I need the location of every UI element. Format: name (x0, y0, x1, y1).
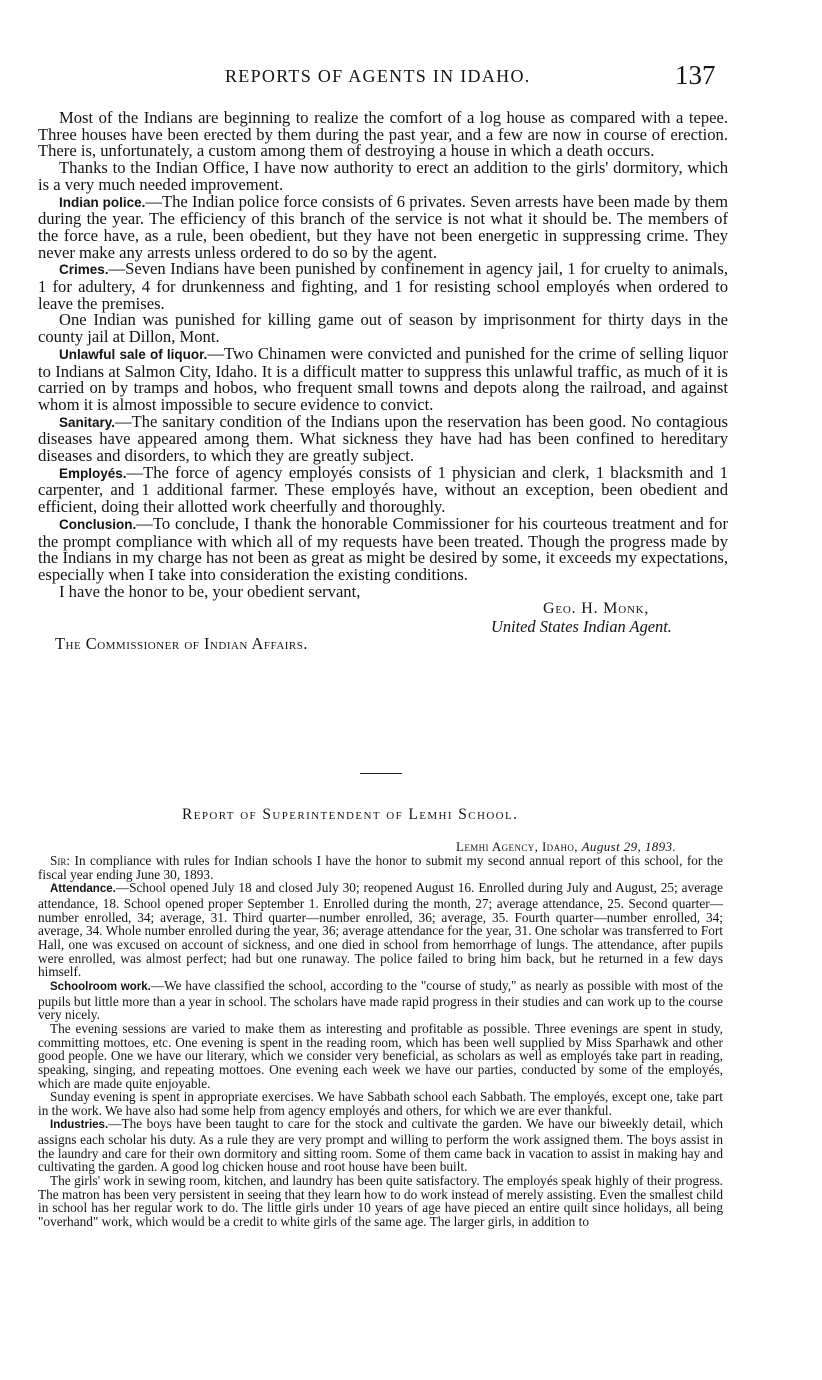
signature-block (38, 600, 728, 652)
heading-schoolroom: Schoolroom work. (50, 980, 151, 993)
signature-title: United States Indian Agent. (491, 617, 672, 637)
closing-line: I have the honor to be, your obedient servant, (59, 581, 361, 601)
text-attendance: —School opened July 18 and closed July 30; reopened August 16. Enrolled during July and August, 25; average attendance, 18. School opened proper September 1. Enrolled during the month, 27; average attendance, 25. Second quarter—number enrolled, 34; average, 31. Third quarter—number enrolled, 36; average, 35. Fourth quarter—number enrolled, 34; average, 34. Whole number enrolled during the year, 36; average attendance for the year, 31. One scholar was transferred to Fort Hall, one was excused on account of sickness, and one died in school from hemorrhage of lungs. The attendance, after pupils were enrolled, was almost perfect; had but one runaway. The police failed to bring him back, but he returned in a few days himself. (38, 880, 723, 980)
heading-industries: Industries. (50, 1119, 109, 1132)
paragraph-game: One Indian was punished for killing game out of season by imprisonment for thirty days in the county jail at Dillon, Mont. (38, 310, 728, 347)
paragraph-schoolroom (38, 979, 723, 1022)
heading-liquor: Unlawful sale of liquor. (59, 346, 208, 362)
text-sir: In compliance with rules for Indian schools I have the honor to submit my second annual report of this school, for the fiscal year ending June 30, 1893. (38, 853, 723, 882)
dateline-place: Lemhi Agency, Idaho, (456, 839, 578, 854)
text-schoolroom: —We have classified the school, according to the "course of study," as nearly as possible with most of the pupils but little more than a year in school. The scholars have made rapid progress in their studies and can work up to the course very nicely. (38, 977, 723, 1023)
paragraph-evening: The evening sessions are varied to make them as interesting and profitable as possible. Three evenings are spent in study, committing mottoes, etc. One evening is spent in the reading room, which has been well supplied by Miss Sparhawk and other good people. One we have our literary, which we consider very beneficial, as scholars as well as employés take part in reading, speaking, singing, and repeating mottoes. One evening each week we have our parties, conducted by some of the employés, which are made quite enjoyable. (38, 1020, 723, 1091)
paragraph-conclusion (38, 513, 728, 584)
paragraph-sunday: Sunday evening is spent in appropriate exercises. We have Sabbath school each Sabbath. The employés, except one, take part in the work. We have also had some help from agency employés and others, for which we are ever thankful. (38, 1089, 723, 1118)
text-crimes: —Seven Indians have been punished by confinement in agency jail, 1 for cruelty to animals, 1 for adultery, 4 for drunkenness and fighting, and 1 for resisting school employés when ordered to leave the premises. (38, 259, 728, 313)
text-conclusion: —To conclude, I thank the honorable Commissioner for his courteous treatment and for the prompt compliance with which all of my requests have been treated. Though the progress made by the Indians in my charge has not been as great as might be desired by some, it exceeds my expectations, especially when I take into consideration the existing conditions. (38, 513, 728, 584)
paragraph-employes (38, 462, 728, 517)
paragraph-police (38, 191, 728, 262)
text-industries: —The boys have been taught to care for the stock and cultivate the garden. We have our biweekly detail, which assigns each scholar his duty. As a rule they are very prompt and willing to perform the work assigned them. The boys assist in the laundry and care for their own dormitory and sitting room. Some of them came back in vacation to assist in making hay and cultivating the garden. A good log chicken house and root house have been built. (38, 1116, 723, 1175)
salutation: Sir: (50, 853, 71, 868)
dateline-date: August 29, 1893. (581, 839, 677, 854)
paragraph-liquor (38, 343, 728, 414)
school-report (38, 854, 723, 1229)
paragraph-attendance (38, 881, 723, 979)
addressee: The Commissioner of Indian Affairs. (55, 634, 308, 654)
heading-employes: Employés. (59, 465, 127, 481)
page-number: 137 (675, 60, 716, 90)
section-divider (360, 773, 402, 774)
heading-attendance: Attendance. (50, 883, 116, 896)
text-employes: —The force of agency employés consists of 1 physician and clerk, 1 blacksmith and 1 carpenter, and 1 additional farmer. These employés have, without an exception, been obedient and efficient, doing their allotted work cheerfully and thoroughly. (38, 462, 728, 517)
text-police: —The Indian police force consists of 6 privates. Seven arrests have been made by them during the year. The efficiency of this branch of the service is not what it should be. The members of the force have, as a rule, been obedient, but they have not been energetic in suppressing crime. They never make any arrests unless ordered to do so by the agent. (38, 191, 728, 262)
heading-sanitary: Sanitary. (59, 414, 116, 430)
school-report-title: Report of Superintendent of Lemhi School. (182, 806, 519, 823)
heading-crimes: Crimes. (59, 262, 109, 278)
paragraph-industries (38, 1117, 723, 1174)
signature-name: Geo. H. Monk, (543, 600, 650, 618)
paragraph-dormitory: Thanks to the Indian Office, I have now authority to erect an addition to the girls' dormitory, which is a very much needed improvement. (38, 158, 728, 194)
paragraph-log-houses: Most of the Indians are beginning to realize the comfort of a log house as compared with a tepee. Three houses have been erected by them during the past year, and a few are now in course of erection. There is, unfortunately, a custom among them of destroying a house in which a death occurs. (38, 108, 728, 161)
agent-report (38, 110, 728, 652)
heading-police: Indian police. (59, 194, 146, 210)
heading-conclusion: Conclusion. (59, 516, 137, 532)
paragraph-crimes (38, 261, 728, 312)
text-liquor: —Two Chinamen were convicted and punished for the crime of selling liquor to Indians at Salmon City, Idaho. It is a difficult matter to suppress this unlawful traffic, as much of it is carried on by tramps and hobos, who frequent small towns and depots along the railroad, and against whom it is almost impossible to secure evidence to convict. (38, 343, 728, 414)
paragraph-girls: The girls' work in sewing room, kitchen, and laundry has been quite satisfactory. The employés speak highly of their progress. The matron has been very persistent in seeing that they learn how to do work instead of merely assisting. Even the smallest child in school has her regular work to do. The little girls under 10 years of age have pieced an entire quilt since holidays, all being "overhand" work, which would be a credit to white girls of the same age. The larger girls, in addition to (38, 1173, 723, 1230)
running-head (0, 60, 822, 100)
running-title: REPORTS OF AGENTS IN IDAHO. (225, 66, 531, 86)
paragraph-sanitary (38, 411, 728, 466)
text-sanitary: —The sanitary condition of the Indians upon the reservation has been good. No contagious diseases have appeared among them. What sickness they have had has been confined to hereditary diseases and disorders, to which they are greatly subject. (38, 411, 728, 466)
paragraph-sir (38, 854, 723, 881)
